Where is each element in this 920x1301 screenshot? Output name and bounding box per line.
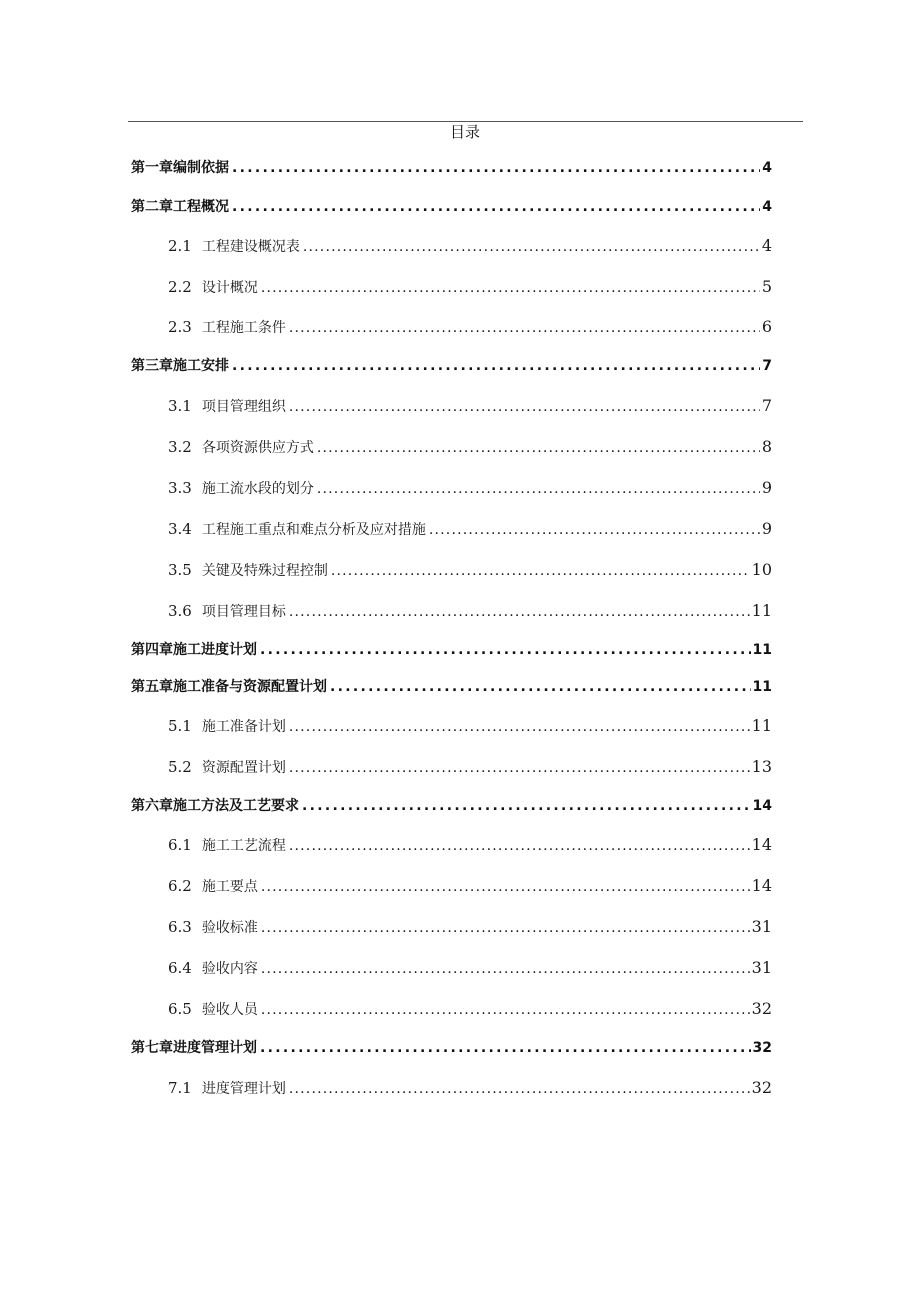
toc-entry-page-number: 11 [752,642,772,658]
toc-entry-number: 2.2 [168,278,192,296]
toc-entry-page-number: 13 [751,757,772,776]
toc-entry-page-number: 7 [762,358,772,374]
toc-entry-number: 3.2 [168,438,192,456]
toc-entry-number: 7.1 [168,1079,192,1097]
toc-dot-leader [317,478,760,499]
toc-dot-leader [232,157,760,179]
toc-section-entry[interactable] [168,316,772,338]
toc-entry-title: 关键及特殊过程控制 [201,563,328,579]
toc-title: 目录 [449,123,480,141]
toc-entry-page-number: 4 [761,236,772,255]
toc-entry-page-number: 7 [761,396,772,415]
toc-section-entry[interactable] [168,715,772,737]
toc-entry-number: 5.1 [168,717,192,735]
toc-dot-leader [232,355,760,377]
toc-entry-page-number: 32 [751,1078,772,1097]
toc-entry-number: 3.6 [168,602,192,620]
toc-entry-title: 施工要点 [201,879,258,895]
toc-entry-number: 6.2 [168,877,192,895]
toc-dot-leader [289,835,750,856]
toc-entry-title: 项目管理目标 [201,604,286,620]
toc-dot-leader [289,317,760,338]
toc-entry-number: 6.3 [168,918,192,936]
toc-entry-title: 进度管理计划 [201,1081,286,1097]
toc-chapter-entry[interactable] [131,795,772,817]
toc-section-entry[interactable] [168,436,772,458]
toc-entry-page-number: 8 [761,437,772,456]
toc-entry-number: 6.1 [168,836,192,854]
toc-section-entry[interactable] [168,998,772,1020]
toc-dot-leader [289,716,750,737]
toc-entry-title: 施工准备计划 [201,719,286,735]
toc-entry-title: 验收标准 [201,920,258,936]
toc-section-entry[interactable] [168,276,772,298]
toc-entry-number: 3.3 [168,479,192,497]
toc-dot-leader [261,958,750,979]
toc-entry-title: 验收人员 [201,1002,258,1018]
toc-section-entry[interactable] [168,756,772,778]
toc-entry-title: 施工工艺流程 [201,838,286,854]
toc-dot-leader [289,1078,750,1099]
toc-entry-title: 第七章进度管理计划 [131,1040,257,1056]
toc-chapter-entry[interactable] [131,355,772,377]
toc-entry-number: 3.5 [168,561,192,579]
toc-entry-page-number: 9 [761,519,772,538]
toc-dot-leader [330,676,751,698]
toc-entry-title: 工程施工条件 [201,320,286,336]
toc-dot-leader [429,519,760,540]
toc-entry-title: 工程建设概况表 [201,239,300,255]
toc-entry-page-number: 14 [752,798,772,814]
toc-entry-page-number: 14 [751,876,772,895]
toc-section-entry[interactable] [168,600,772,622]
toc-section-entry[interactable] [168,957,772,979]
toc-chapter-entry[interactable] [131,1037,772,1059]
toc-entry-title: 工程施工重点和难点分析及应对措施 [201,522,426,538]
toc-section-entry[interactable] [168,875,772,897]
toc-section-entry[interactable] [168,395,772,417]
toc-chapter-entry[interactable] [131,639,772,661]
toc-entry-number: 5.2 [168,758,192,776]
toc-entry-page-number: 14 [751,835,772,854]
toc-entry-page-number: 11 [751,601,772,620]
toc-dot-leader [261,999,750,1020]
toc-entry-number: 6.4 [168,959,192,977]
toc-entry-title: 第三章施工安排 [131,358,229,374]
toc-dot-leader [302,795,751,817]
toc-entry-page-number: 31 [751,917,772,936]
toc-entry-title: 第一章编制依据 [131,160,229,176]
toc-entry-page-number: 11 [751,716,772,735]
toc-entry-title: 项目管理组织 [201,399,286,415]
toc-entry-number: 3.4 [168,520,192,538]
toc-chapter-entry[interactable] [131,196,772,218]
toc-entry-title: 第二章工程概况 [131,199,229,215]
toc-dot-leader [303,236,760,257]
toc-dot-leader [261,876,750,897]
toc-entry-number: 2.3 [168,318,192,336]
toc-entry-number: 2.1 [168,237,192,255]
toc-entry-page-number: 32 [751,999,772,1018]
toc-entry-page-number: 4 [762,199,772,215]
toc-entry-page-number: 11 [752,679,772,695]
toc-dot-leader [261,277,760,298]
toc-entry-title: 第六章施工方法及工艺要求 [131,798,299,814]
toc-dot-leader [289,601,750,622]
toc-dot-leader [289,757,750,778]
toc-dot-leader [289,396,760,417]
toc-entry-title: 资源配置计划 [201,760,286,776]
toc-entry-page-number: 31 [751,958,772,977]
toc-dot-leader [260,639,751,661]
toc-dot-leader [232,196,760,218]
toc-dot-leader [317,437,760,458]
toc-dot-leader [261,917,750,938]
toc-section-entry[interactable] [168,834,772,856]
toc-entry-page-number: 4 [762,160,772,176]
toc-entry-title: 各项资源供应方式 [201,440,314,456]
toc-entry-title: 第四章施工进度计划 [131,642,257,658]
toc-entry-title: 第五章施工准备与资源配置计划 [131,679,327,695]
toc-section-entry[interactable] [168,559,772,581]
toc-entry-page-number: 5 [761,277,772,296]
toc-entry-number: 3.1 [168,397,192,415]
toc-entry-title: 验收内容 [201,961,258,977]
toc-dot-leader [331,560,750,581]
toc-dot-leader [260,1037,751,1059]
toc-section-entry[interactable] [168,235,772,257]
toc-section-entry[interactable] [168,477,772,499]
toc-entry-page-number: 6 [761,317,772,336]
toc-entry-page-number: 10 [751,560,772,579]
toc-chapter-entry[interactable] [131,157,772,179]
toc-section-entry[interactable] [168,916,772,938]
toc-entry-number: 6.5 [168,1000,192,1018]
toc-chapter-entry[interactable] [131,676,772,698]
toc-entry-page-number: 32 [752,1040,772,1056]
toc-entry-title: 施工流水段的划分 [201,481,314,497]
toc-section-entry[interactable] [168,1077,772,1099]
toc-entry-title: 设计概况 [201,280,258,296]
toc-entry-page-number: 9 [761,478,772,497]
toc-section-entry[interactable] [168,518,772,540]
